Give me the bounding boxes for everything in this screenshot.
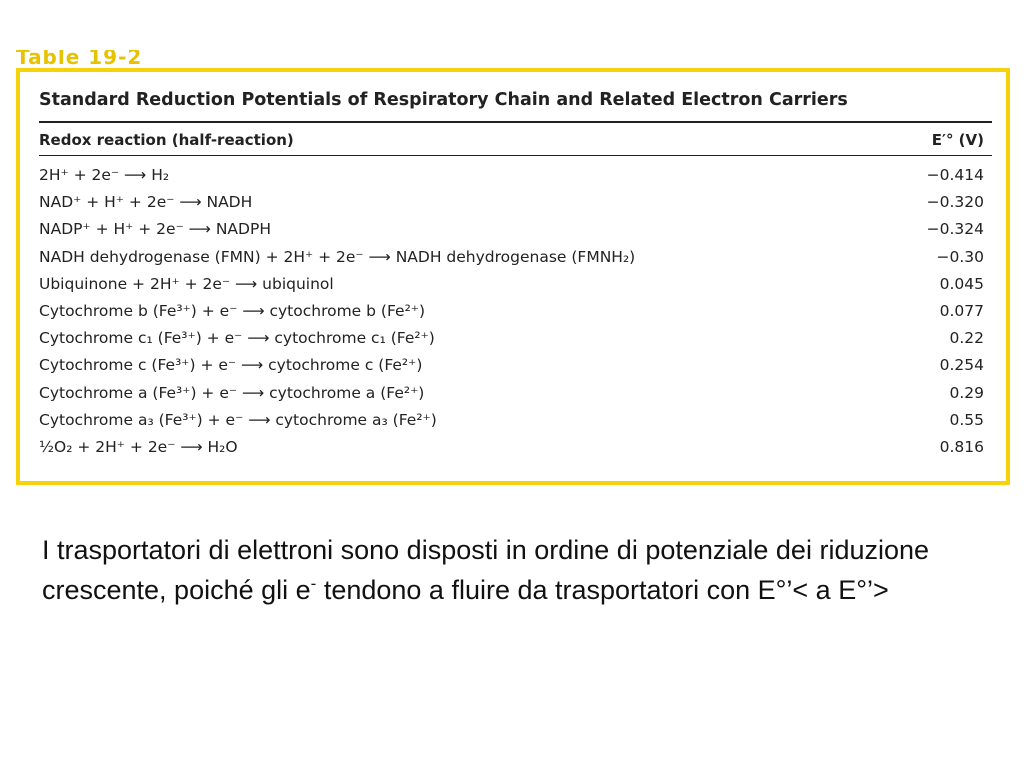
reaction-cell: NADH dehydrogenase (FMN) + 2H⁺ + 2e⁻ ⟶ NADH dehydrogenase (FMNH₂)	[39, 247, 636, 266]
reaction-cell: Cytochrome a₃ (Fe³⁺) + e⁻ ⟶ cytochrome a₃ (Fe²⁺)	[39, 410, 437, 429]
table-header-rule	[39, 155, 992, 156]
potential-cell: −0.414	[926, 166, 984, 184]
potential-cell: 0.254	[939, 356, 984, 375]
table-row	[39, 329, 984, 356]
potential-cell: 0.816	[939, 437, 984, 456]
table-row	[39, 220, 984, 247]
table-row	[39, 166, 984, 193]
reaction-cell: Cytochrome c (Fe³⁺) + e⁻ ⟶ cytochrome c (Fe²⁺)	[39, 356, 423, 375]
potential-cell: −0.324	[926, 220, 984, 239]
table-row	[39, 356, 984, 383]
potential-cell: 0.22	[949, 329, 984, 348]
table-row	[39, 411, 984, 438]
table-row	[39, 438, 984, 465]
caption-superscript: -	[310, 574, 317, 593]
table-row	[39, 248, 984, 275]
reaction-cell: NAD⁺ + H⁺ + 2e⁻ ⟶ NADH	[39, 193, 253, 212]
table-row	[39, 193, 984, 220]
caption-text-after: tendono a fluire da trasportatori con E°’< a E°’>	[316, 575, 889, 605]
table-row	[39, 302, 984, 329]
table-row	[39, 384, 984, 411]
table-frame	[16, 68, 1010, 485]
reaction-cell: Cytochrome b (Fe³⁺) + e⁻ ⟶ cytochrome b (Fe²⁺)	[39, 301, 426, 320]
reaction-cell: Cytochrome c₁ (Fe³⁺) + e⁻ ⟶ cytochrome c₁ (Fe²⁺)	[39, 329, 435, 348]
reaction-cell: NADP⁺ + H⁺ + 2e⁻ ⟶ NADPH	[39, 220, 271, 239]
potential-cell: 0.55	[949, 410, 984, 429]
potential-cell: 0.077	[939, 301, 984, 320]
column-header-potential: E′° (V)	[931, 131, 984, 149]
reaction-cell: 2H⁺ + 2e⁻ ⟶ H₂	[39, 166, 170, 184]
table-number-label: Table 19-2	[16, 50, 143, 68]
table-row	[39, 275, 984, 302]
potential-cell: 0.045	[939, 274, 984, 293]
potential-cell: −0.30	[936, 247, 984, 266]
potential-cell: 0.29	[949, 383, 984, 402]
table-top-rule	[39, 121, 992, 123]
caption-paragraph	[42, 530, 992, 610]
caption-text-before: I trasportatori di elettroni sono disposti in ordine di potenziale dei riduzione crescente, poiché gli e	[42, 535, 930, 605]
column-header-reaction: Redox reaction (half-reaction)	[39, 131, 294, 149]
potential-cell: −0.320	[926, 193, 984, 212]
table-title: Standard Reduction Potentials of Respiratory Chain and Related Electron Carriers	[39, 90, 848, 110]
reaction-cell: Cytochrome a (Fe³⁺) + e⁻ ⟶ cytochrome a (Fe²⁺)	[39, 383, 425, 402]
reaction-cell: Ubiquinone + 2H⁺ + 2e⁻ ⟶ ubiquinol	[39, 274, 334, 293]
reaction-cell: ½O₂ + 2H⁺ + 2e⁻ ⟶ H₂O	[39, 437, 238, 456]
table-body	[39, 166, 984, 465]
